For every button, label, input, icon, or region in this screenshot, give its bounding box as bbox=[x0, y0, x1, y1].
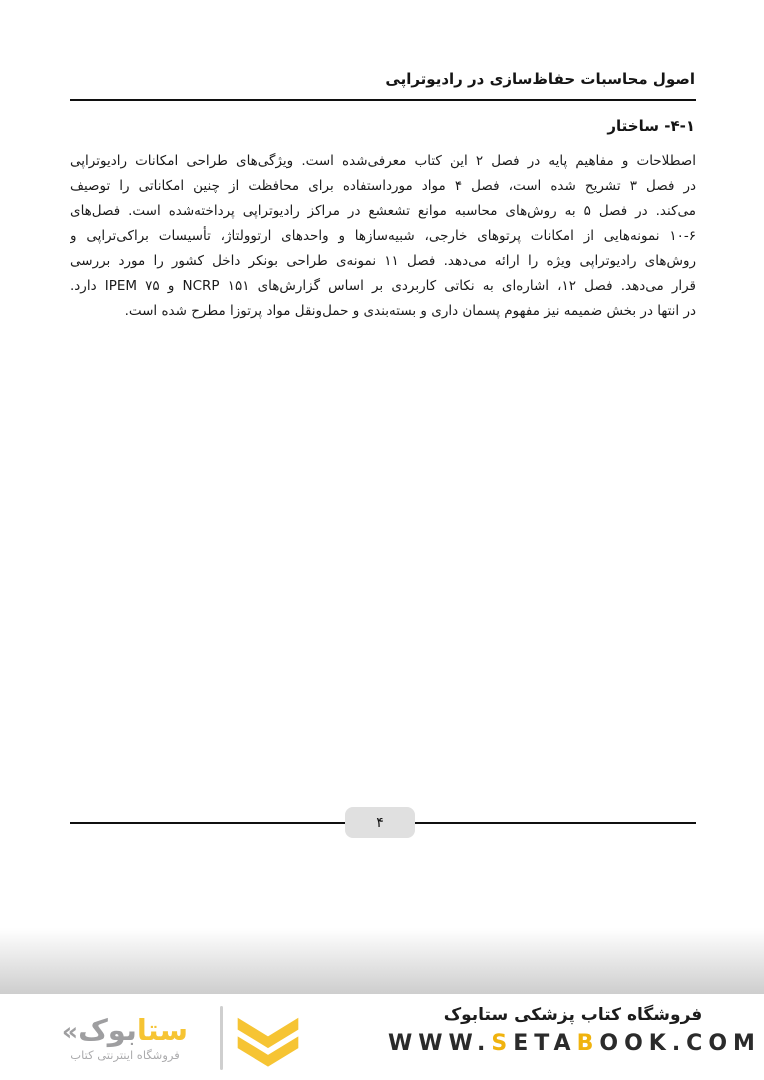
paragraph-line: در فصل ۳ تشریح شده است، فصل ۴ مواد مورداستفاده برای محافظت از چنین امکاناتی را توصیف bbox=[70, 178, 696, 194]
url-part: OOK.COM bbox=[599, 1031, 761, 1056]
banner-text bbox=[388, 1005, 761, 1056]
page-number: ۴ bbox=[376, 814, 384, 831]
paragraph-line: ۶‏-‏۱۰ نمونه‌هایی از امکانات پرتوهای خارجی، شبیه‌سازها و واحدهای ارتوولتاژ، تأسیسات براکی‌تراپی و bbox=[70, 228, 696, 244]
page-bottom-shadow bbox=[0, 928, 764, 994]
url-part-accent: S bbox=[491, 1031, 514, 1056]
store-banner bbox=[0, 995, 764, 1080]
url-part: WWW. bbox=[388, 1031, 492, 1056]
page-number-box bbox=[345, 807, 415, 838]
section-heading: ۱‏-‏۴‏- ساختار bbox=[607, 117, 695, 135]
logo-chevron-icon: « bbox=[61, 1016, 79, 1046]
setabook-logo bbox=[42, 1003, 301, 1073]
website-url bbox=[388, 1031, 761, 1056]
logo-tagline: فروشگاه اینترنتی کتاب bbox=[70, 1048, 180, 1063]
body-paragraph bbox=[70, 149, 696, 324]
paragraph-line: قرار می‌دهد. فصل ۱۲، اشاره‌ای به نکاتی کاربردی بر اساس گزارش‌های NCRP ۱۵۱ و IPEM ۷۵ دارد. bbox=[70, 278, 696, 294]
wordmark-yellow-part: ستا bbox=[136, 1012, 189, 1047]
logo-wordmark-block bbox=[42, 1014, 208, 1062]
running-header-title: اصول محاسبات حفاظ‌سازی در رادیوتراپی bbox=[385, 70, 695, 88]
url-part: ETA bbox=[513, 1031, 577, 1056]
store-name: فروشگاه کتاب پزشکی ستابوک bbox=[443, 1005, 703, 1025]
logo-separator bbox=[220, 1006, 223, 1070]
paragraph-line: می‌کند. در فصل ۵ به روش‌های محاسبه موانع تشعشع در مراکز رادیوتراپی پرداخته‌شده است. فصل‌های bbox=[70, 203, 696, 219]
paragraph-line: در انتها در بخش ضمیمه نیز مفهوم پسمان داری و بسته‌بندی و حمل‌ونقل مواد پرتوزا مطرح شده است. bbox=[124, 303, 696, 319]
header-rule bbox=[70, 99, 696, 101]
wordmark-gray-part: بوک bbox=[78, 1012, 137, 1047]
setabook-emblem-icon bbox=[235, 1006, 301, 1070]
url-part-accent: B bbox=[576, 1031, 600, 1056]
setabook-wordmark bbox=[42, 1014, 208, 1047]
paragraph-line: اصطلاحات و مفاهیم پایه در فصل ۲ این کتاب معرفی‌شده است. ویژگی‌های طراحی امکانات رادیوتراپی bbox=[70, 153, 696, 169]
paragraph-line: روش‌های رادیوتراپی ویژه را ارائه می‌دهد. فصل ۱۱ نمونه‌ی طراحی بونکر داخل کشور را مورد بررسی bbox=[70, 253, 696, 269]
